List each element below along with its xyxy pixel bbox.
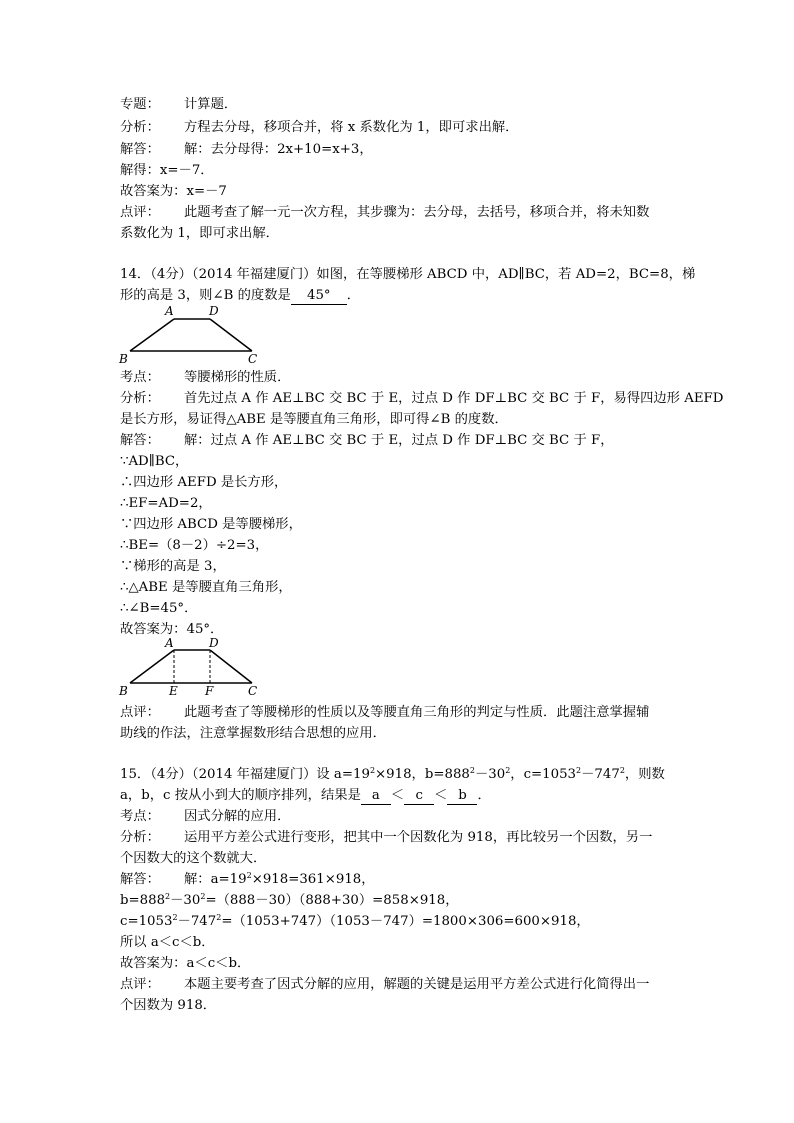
q15-kaodian: 因式分解的应用． xyxy=(184,809,291,824)
superscript-2: 2 xyxy=(369,766,376,775)
q14-stem-2b: ． xyxy=(346,288,361,303)
q15-solution-b xyxy=(120,891,459,911)
q14-step: ∴△ABE 是等腰直角三角形， xyxy=(120,580,292,595)
q14-stem-2a: 形的高是 3，则∠B 的度数是 xyxy=(120,288,291,303)
q15-stem-text: 15．（4分）（2014 年福建厦门）设 a=19 xyxy=(120,767,370,782)
less-than-sign: ＜ xyxy=(390,788,405,803)
q15-analysis-2: 个因数大的这个数就大． xyxy=(120,851,267,866)
q15-blank-a: a xyxy=(361,787,391,805)
segment-AB xyxy=(130,319,174,351)
q13-comment-1: 此题考查了解一元一次方程，其步骤为：去分母，去括号，移项合并，将未知数 xyxy=(184,205,650,220)
q15-answer: 故答案为：a＜c＜b． xyxy=(120,956,251,971)
label-D: D xyxy=(209,637,219,650)
superscript-2: 2 xyxy=(576,766,582,775)
label-C: C xyxy=(248,352,258,366)
q14-solution-line xyxy=(120,431,614,451)
label-B: B xyxy=(119,684,128,698)
analysis-label: 分析： xyxy=(120,120,160,135)
solution-label: 解答： xyxy=(120,872,160,887)
superscript-2: 2 xyxy=(172,913,178,922)
segment-AB xyxy=(130,650,174,683)
superscript-2: 2 xyxy=(165,892,171,901)
solution-label: 解答： xyxy=(120,142,160,157)
superscript-2: 2 xyxy=(505,766,511,775)
q13-comment-2: 系数化为 1，即可求出解． xyxy=(120,226,279,241)
kaodian-label: 考点： xyxy=(120,809,160,824)
q15-stem-text: ，c=1053 xyxy=(510,767,577,782)
label-A: A xyxy=(165,304,174,318)
q14-solution-1: 解：过点 A 作 AE⊥BC 交 BC 于 E，过点 D 作 DF⊥BC 交 BC 于 F， xyxy=(184,433,614,448)
q14-stem-1: 14．（4分）（2014 年福建厦门）如图，在等腰梯形 ABCD 中，AD∥BC，若 AD=2，BC=8，梯 xyxy=(120,267,696,282)
label-A: A xyxy=(165,637,174,650)
q15-blank-c: c xyxy=(404,787,434,805)
topic-label: 专题： xyxy=(120,97,160,112)
superscript-2: 2 xyxy=(469,766,475,775)
q13-analysis: 方程去分母，移项合并，将 x 系数化为 1，即可求出解． xyxy=(184,120,519,135)
superscript-2: 2 xyxy=(216,913,222,922)
q14-answer: 故答案为：45°． xyxy=(120,622,224,637)
q14-kaodian-line xyxy=(120,368,290,388)
q15-comment-line xyxy=(120,975,649,995)
q14-step: ∴BE=（8－2）÷2=3， xyxy=(120,538,269,553)
q15-analysis-line xyxy=(120,828,652,848)
q15-stem-text: －30 xyxy=(474,767,506,782)
q14-step: ∴∠B=45°． xyxy=(120,601,198,616)
comment-label: 点评： xyxy=(120,977,160,992)
trapezoid-figure-1 xyxy=(114,302,274,368)
comment-label: 点评： xyxy=(120,705,160,720)
q13-comment-line xyxy=(120,203,649,223)
label-F: F xyxy=(205,684,214,698)
q14-step: ∴EF=AD=2， xyxy=(120,496,212,511)
q15-comment-2: 个因数为 918． xyxy=(120,998,217,1013)
q14-analysis-2: 是长方形，易证得△ABE 是等腰直角三角形，即可得∠B 的度数． xyxy=(120,412,508,427)
q15-solution-text: ×918=361×918， xyxy=(251,872,375,887)
q14-comment-1: 此题考查了等腰梯形的性质以及等腰直角三角形的判定与性质．此题注意掌握辅 xyxy=(184,705,650,720)
q15-kaodian-line xyxy=(120,807,290,827)
q15-solution-line xyxy=(120,870,375,890)
q15-solution-text: －747 xyxy=(177,914,217,929)
trapezoid-figure-2 xyxy=(114,637,274,703)
q15-stem-text: a，b，c 按从小到大的顺序排列，结果是 xyxy=(120,788,361,803)
q15-stem-text: －747 xyxy=(581,767,620,782)
q15-analysis-1: 运用平方差公式进行变形，把其中一个因数化为 918，再比较另一个因数，另一 xyxy=(184,830,653,845)
q15-solution-c xyxy=(120,912,590,932)
q14-step: ∵AD∥BC， xyxy=(120,454,189,469)
q15-blank-b: b xyxy=(447,787,477,805)
superscript-2: 2 xyxy=(619,766,625,775)
label-B: B xyxy=(119,352,128,366)
q14-kaodian: 等腰梯形的性质． xyxy=(184,370,291,385)
q14-step: ∵四边形 ABCD 是等腰梯形， xyxy=(120,517,302,532)
superscript-2: 2 xyxy=(246,871,252,880)
q15-stem-1 xyxy=(120,765,665,785)
label-D: D xyxy=(209,304,219,318)
q13-topic: 计算题． xyxy=(184,97,238,112)
q14-comment-line xyxy=(120,703,649,723)
q15-solution-text: 解：a=19 xyxy=(184,872,247,887)
analysis-label: 分析： xyxy=(120,830,160,845)
q15-stem-text: ． xyxy=(477,788,491,803)
q15-solution-text: b=888 xyxy=(120,893,166,908)
q13-topic-line xyxy=(120,95,237,115)
q15-comment-1: 本题主要考查了因式分解的应用，解题的关键是运用平方差公式进行化简得出一 xyxy=(184,977,650,992)
comment-label: 点评： xyxy=(120,205,160,220)
q14-analysis-1: 首先过点 A 作 AE⊥BC 交 BC 于 E，过点 D 作 DF⊥BC 交 BC 于 F，易得四边形 AEFD xyxy=(184,391,724,406)
analysis-label: 分析： xyxy=(120,391,160,406)
q15-conclusion: 所以 a＜c＜b． xyxy=(120,935,215,950)
q13-solution-1: 解：去分母得：2x+10=x+3， xyxy=(184,142,373,157)
q13-answer: 故答案为：x=－7 xyxy=(120,184,227,199)
q13-analysis-line xyxy=(120,118,518,138)
q13-solution-2: 解得：x=－7． xyxy=(120,163,214,178)
q15-stem-2 xyxy=(120,786,491,806)
q15-solution-text: =（1053+747）（1053－747）=1800×306=600×918， xyxy=(221,914,590,929)
label-C: C xyxy=(248,684,258,698)
q13-solution-line xyxy=(120,140,373,160)
superscript-2: 2 xyxy=(200,892,206,901)
kaodian-label: 考点： xyxy=(120,370,160,385)
q14-step: ∴四边形 AEFD 是长方形， xyxy=(120,475,288,490)
q14-step: ∵梯形的高是 3， xyxy=(120,559,226,574)
q15-solution-text: =（888－30）（888+30）=858×918， xyxy=(205,893,459,908)
q15-stem-text: ，则数 xyxy=(624,767,665,782)
solution-label: 解答： xyxy=(120,433,160,448)
q14-analysis-line xyxy=(120,389,723,409)
less-than-sign: ＜ xyxy=(434,788,448,803)
q14-answer-blank: 45° xyxy=(291,287,347,305)
segment-DC xyxy=(210,650,252,683)
label-E: E xyxy=(169,684,178,698)
q15-stem-text: ×918，b=888 xyxy=(375,767,470,782)
q14-comment-2: 助线的作法，注意掌握数形结合思想的应用． xyxy=(120,726,386,741)
q15-solution-text: c=1053 xyxy=(120,914,173,929)
q15-solution-text: －30 xyxy=(170,893,201,908)
segment-DC xyxy=(210,319,252,351)
